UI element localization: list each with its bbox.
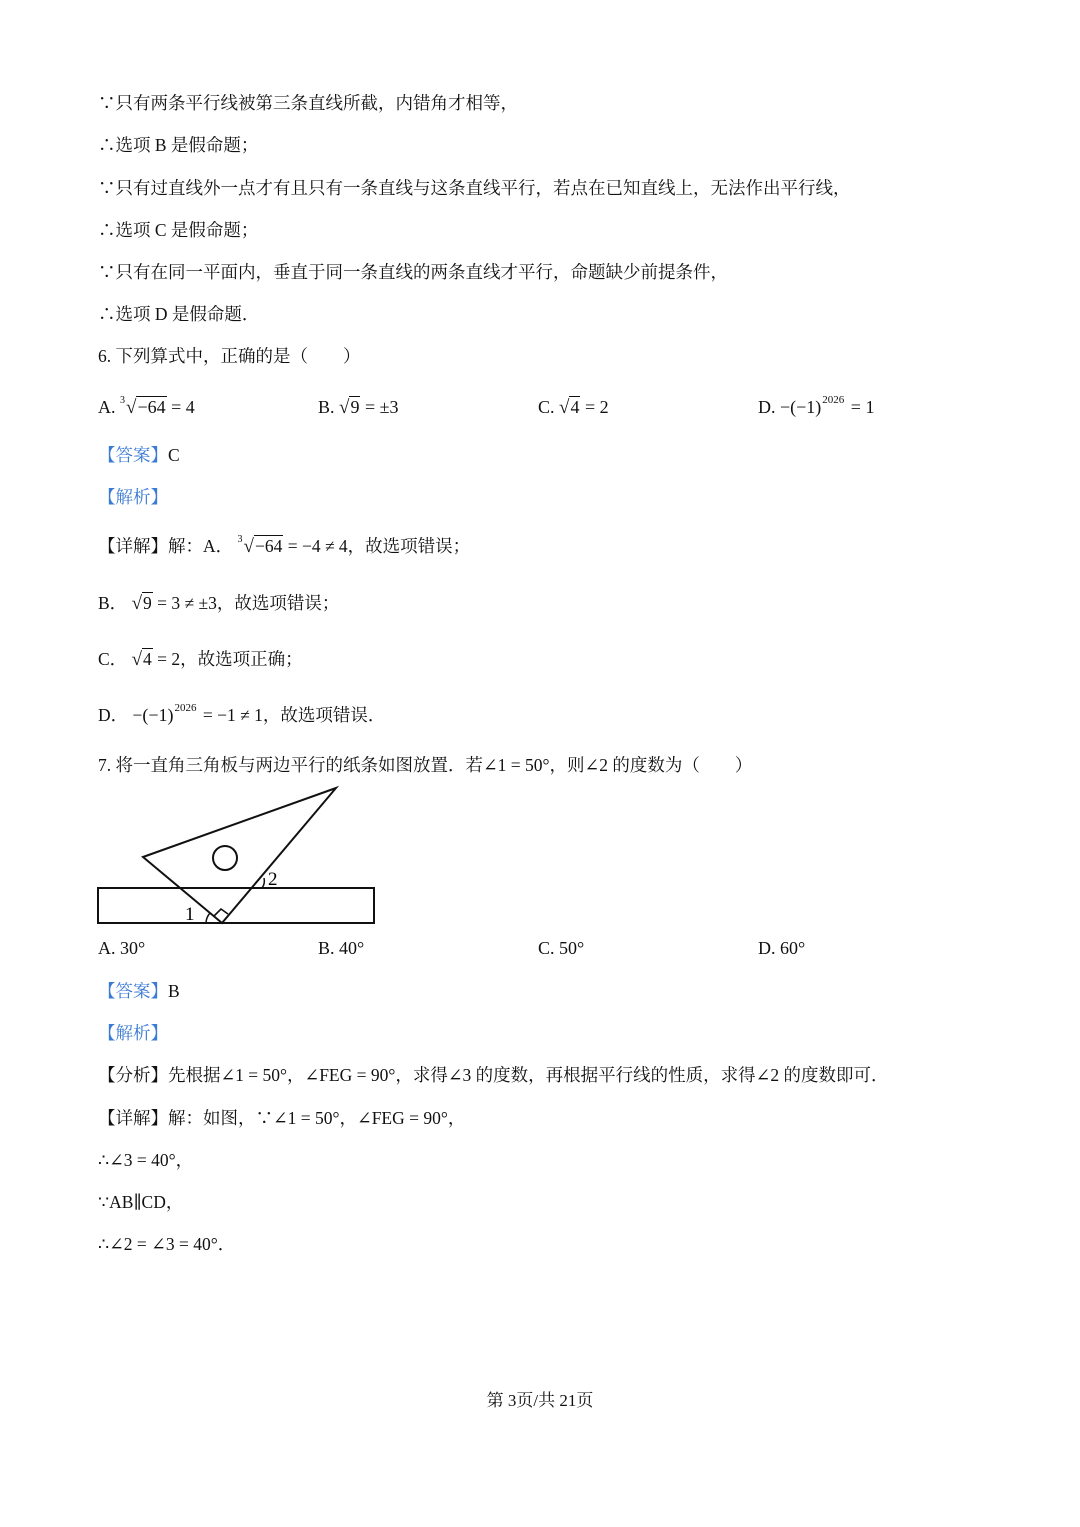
detail-rest: = 3 ≠ ±3，故选项错误； bbox=[152, 593, 340, 613]
question-stem: 6. 下列算式中，正确的是（ ） bbox=[98, 346, 361, 366]
root-index: 3 bbox=[120, 395, 125, 406]
minus: − bbox=[132, 705, 143, 725]
power-base: (−1) bbox=[790, 397, 822, 417]
option-a: A. 30° bbox=[98, 938, 146, 958]
detail-rest: = −1 ≠ 1，故选项错误． bbox=[198, 705, 386, 725]
text-line: ∴∠3 = 40°， bbox=[98, 1150, 194, 1170]
option-label: A. bbox=[98, 397, 116, 417]
answer-line bbox=[98, 979, 180, 1003]
text-line: 【详解】解：如图，∵∠1 = 50°，∠FEG = 90°， bbox=[98, 1108, 466, 1128]
square-root: √4 bbox=[131, 649, 152, 670]
answer-line bbox=[98, 443, 180, 467]
set-square-hole bbox=[213, 846, 237, 870]
text-line: ∵只有在同一平面内，垂直于同一条直线的两条直线才平行，命题缺少前提条件， bbox=[98, 262, 728, 282]
option-b bbox=[318, 395, 398, 420]
detail-label: D． bbox=[98, 705, 129, 725]
radicand: −64 bbox=[254, 536, 283, 556]
exponent: 2026 bbox=[174, 702, 197, 714]
angle-2-arc bbox=[262, 878, 264, 888]
text-line: ∵只有过直线外一点才有且只有一条直线与这条直线平行，若点在已知直线上，无法作出平行线， bbox=[98, 178, 851, 198]
text-line: ∴∠2 = ∠3 = 40°． bbox=[98, 1234, 236, 1254]
option-rest: = 2 bbox=[580, 397, 609, 417]
detail-rest: = 2，故选项正确； bbox=[152, 649, 303, 669]
minus: − bbox=[780, 397, 791, 417]
root-index: 3 bbox=[237, 534, 243, 545]
text-line: ∴选项 C 是假命题； bbox=[98, 220, 259, 240]
radicand: 9 bbox=[143, 593, 152, 613]
question-stem: 7. 将一直角三角板与两边平行的纸条如图放置．若∠1 = 50°，则∠2 的度数为（ ） bbox=[98, 755, 753, 775]
detail-label: B． bbox=[98, 593, 128, 613]
detail-c bbox=[98, 647, 303, 672]
option-rest: = 1 bbox=[846, 397, 875, 417]
square-root: √9 bbox=[339, 397, 360, 418]
option-rest: = 4 bbox=[166, 397, 195, 417]
text-line: ∵只有两条平行线被第三条直线所截，内错角才相等， bbox=[98, 93, 518, 113]
analysis-tag: 【解析】 bbox=[98, 487, 168, 507]
option-b: B. 40° bbox=[318, 938, 365, 958]
text-line: ∵AB∥CD， bbox=[98, 1192, 184, 1212]
option-c bbox=[538, 395, 609, 420]
detail-d bbox=[98, 703, 385, 727]
cube-root: $^3$√−64 bbox=[237, 534, 283, 557]
detail-rest: = −4 ≠ 4，故选项错误； bbox=[283, 536, 471, 556]
right-angle-mark bbox=[214, 909, 228, 916]
radicand: 4 bbox=[143, 649, 152, 669]
analysis-tag: 【解析】 bbox=[98, 1023, 168, 1043]
angle-1-label: 1 bbox=[185, 904, 195, 925]
detail-b bbox=[98, 591, 339, 616]
square-root: √4 bbox=[559, 397, 580, 418]
option-label: B. bbox=[318, 397, 335, 417]
triangle-ruler-figure bbox=[90, 780, 390, 930]
answer-value: C bbox=[168, 445, 180, 465]
square-root: √9 bbox=[131, 593, 152, 614]
radicand: 4 bbox=[570, 397, 580, 417]
option-c: C. 50° bbox=[538, 938, 585, 958]
answer-tag: 【答案】 bbox=[98, 981, 168, 1001]
option-d bbox=[758, 395, 874, 419]
option-a bbox=[98, 395, 195, 420]
radicand: −64 bbox=[137, 397, 166, 417]
page-footer: 第 3页/共 21页 bbox=[486, 1391, 594, 1410]
answer-value: B bbox=[168, 981, 180, 1001]
power-base: (−1) bbox=[142, 705, 174, 725]
radicand: 9 bbox=[350, 397, 360, 417]
exponent: 2026 bbox=[822, 394, 845, 406]
text-line: 【分析】先根据∠1 = 50°，∠FEG = 90°，求得∠3 的度数，再根据平行线的性质，求得∠2 的度数即可． bbox=[98, 1065, 889, 1085]
angle-1-arc bbox=[206, 913, 210, 923]
angle-2-label: 2 bbox=[268, 869, 278, 890]
option-d: D. 60° bbox=[758, 938, 806, 958]
detail-prefix: 【详解】解：A． bbox=[98, 536, 234, 556]
detail-a bbox=[98, 534, 470, 559]
set-square bbox=[143, 788, 336, 923]
answer-tag: 【答案】 bbox=[98, 445, 168, 465]
option-label: C. bbox=[538, 397, 555, 417]
cube-root: $^3$√−64 bbox=[120, 395, 166, 418]
detail-label: C． bbox=[98, 649, 128, 669]
text-line: ∴选项 B 是假命题； bbox=[98, 135, 259, 155]
option-label: D. bbox=[758, 397, 776, 417]
option-rest: = ±3 bbox=[360, 397, 399, 417]
text-line: ∴选项 D 是假命题． bbox=[98, 304, 260, 324]
